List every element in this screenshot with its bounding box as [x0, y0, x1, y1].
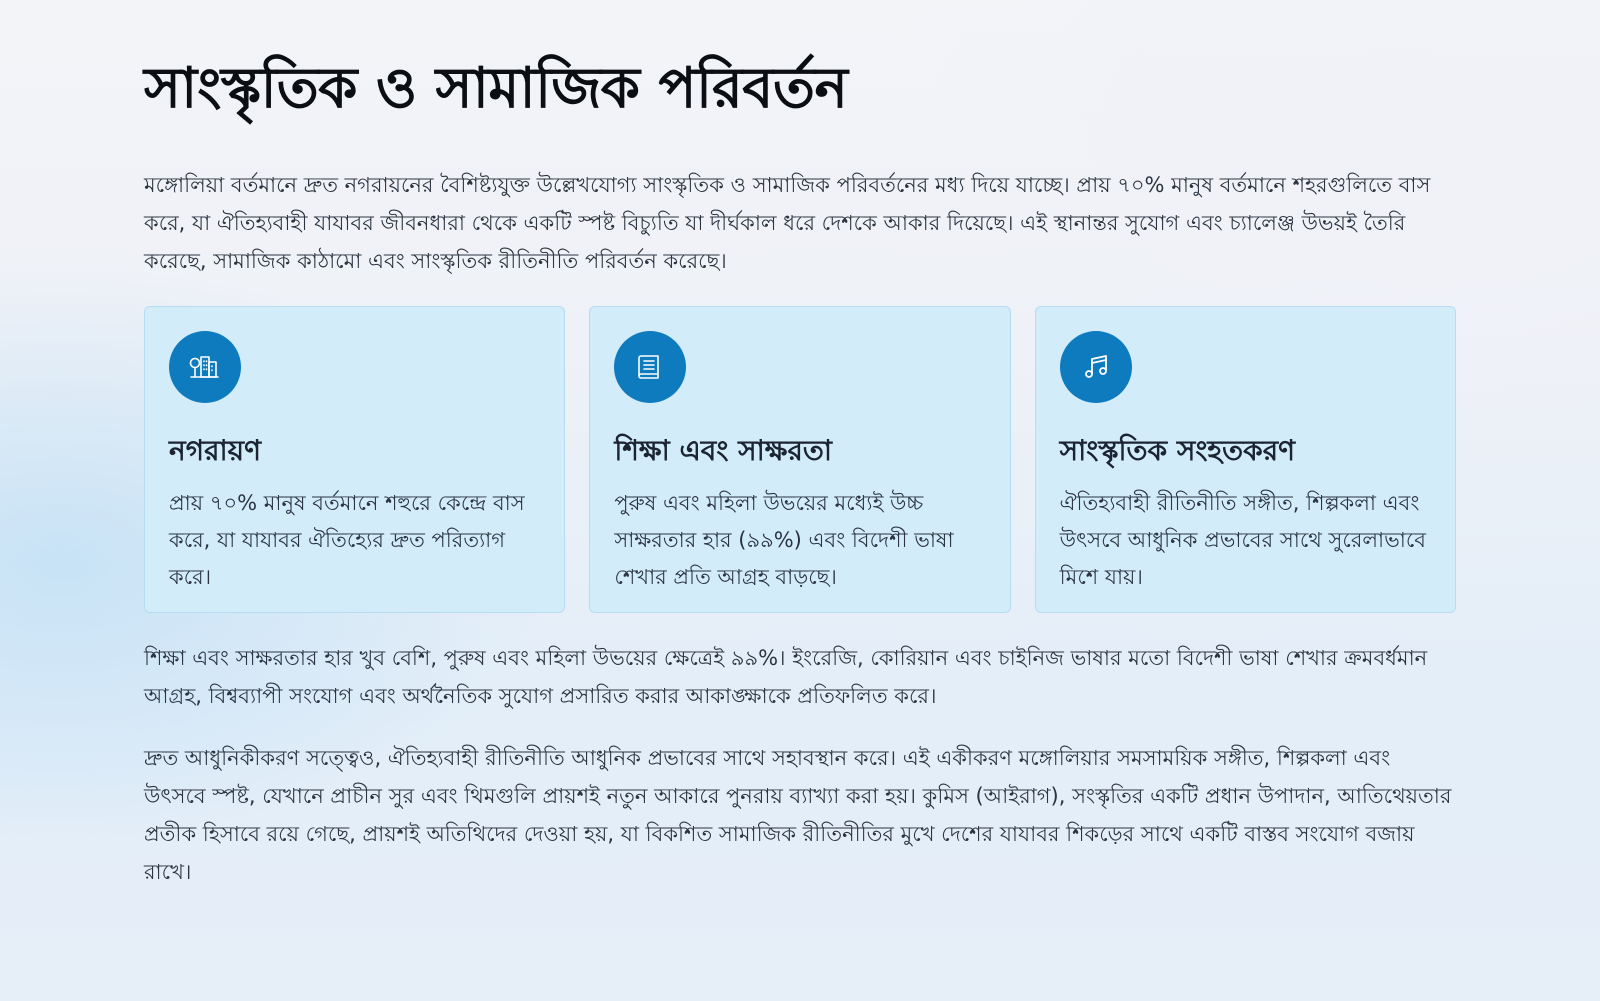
card-title: নগরায়ণ	[169, 434, 262, 468]
card-title: সাংস্কৃতিক সংহতকরণ	[1059, 434, 1296, 468]
book-icon	[614, 331, 686, 403]
card-title: শিক্ষা এবং সাক্ষরতা	[614, 434, 832, 468]
intro-paragraph: মঙ্গোলিয়া বর্তমানে দ্রুত নগরায়নের বৈশিষ্ট্যযুক্ত উল্লেখযোগ্য সাংস্কৃতিক ও সামাজিক পরিবর্তনের মধ্য দিয়ে যাচ্ছে। প্রায় ৭০% মানুষ বর্তমানে শহরগুলিতে বাস করে, যা ঐতিহ্যবাহী যাযাবর জীবনধারা থেকে একটি স্পষ্ট বিচ্যুতি যা দীর্ঘকাল ধরে দেশকে আকার দিয়েছে। এই স্থানান্তর সুযোগ এবং চ্যালেঞ্জ উভয়ই তৈরি করেছে, সামাজিক কাঠামো এবং সাংস্কৃতিক রীতিনীতি পরিবর্তন করেছে।	[144, 173, 1431, 274]
content-section	[144, 50, 1456, 891]
card-description: ঐতিহ্যবাহী রীতিনীতি সঙ্গীত, শিল্পকলা এবং উৎসবে আধুনিক প্রভাবের সাথে সুরেলাভাবে মিশে যায়।	[1059, 490, 1426, 589]
card-urbanization	[144, 306, 565, 613]
feature-cards	[144, 306, 1456, 613]
music-note-icon	[1060, 331, 1132, 403]
city-buildings-icon	[169, 331, 241, 403]
tradition-paragraph: দ্রুত আধুনিকীকরণ সত্ত্বেও, ঐতিহ্যবাহী রীতিনীতি আধুনিক প্রভাবের সাথে সহাবস্থান করে। এই একীকরণ মঙ্গোলিয়ার সমসাময়িক সঙ্গীত, শিল্পকলা এবং উৎসবে স্পষ্ট, যেখানে প্রাচীন সুর এবং থিমগুলি প্রায়শই নতুন আকারে পুনরায় ব্যাখ্যা করা হয়। কুমিস (আইরাগ), সংস্কৃতির একটি প্রধান উপাদান, আতিথেয়তার প্রতীক হিসাবে রয়ে গেছে, প্রায়শই অতিথিদের দেওয়া হয়, যা বিকশিত সামাজিক রীতিনীতির মুখে দেশের যাযাবর শিকড়ের সাথে একটি বাস্তব সংযোগ বজায় রাখে।	[144, 746, 1452, 885]
page-title: সাংস্কৃতিক ও সামাজিক পরিবর্তন	[144, 56, 848, 121]
card-description: প্রায় ৭০% মানুষ বর্তমানে শহুরে কেন্দ্রে বাস করে, যা যাযাবর ঐতিহ্যের দ্রুত পরিত্যাগ করে।	[169, 490, 525, 589]
card-education	[589, 306, 1010, 613]
card-cultural-integration	[1035, 306, 1456, 613]
education-paragraph: শিক্ষা এবং সাক্ষরতার হার খুব বেশি, পুরুষ এবং মহিলা উভয়ের ক্ষেত্রেই ৯৯%। ইংরেজি, কোরিয়ান এবং চাইনিজ ভাষার মতো বিদেশী ভাষা শেখার ক্রমবর্ধমান আগ্রহ, বিশ্বব্যাপী সংযোগ এবং অর্থনৈতিক সুযোগ প্রসারিত করার আকাঙ্ক্ষাকে প্রতিফলিত করে।	[144, 646, 1428, 709]
card-description: পুরুষ এবং মহিলা উভয়ের মধ্যেই উচ্চ সাক্ষরতার হার (৯৯%) এবং বিদেশী ভাষা শেখার প্রতি আগ্রহ বাড়ছে।	[614, 490, 954, 589]
